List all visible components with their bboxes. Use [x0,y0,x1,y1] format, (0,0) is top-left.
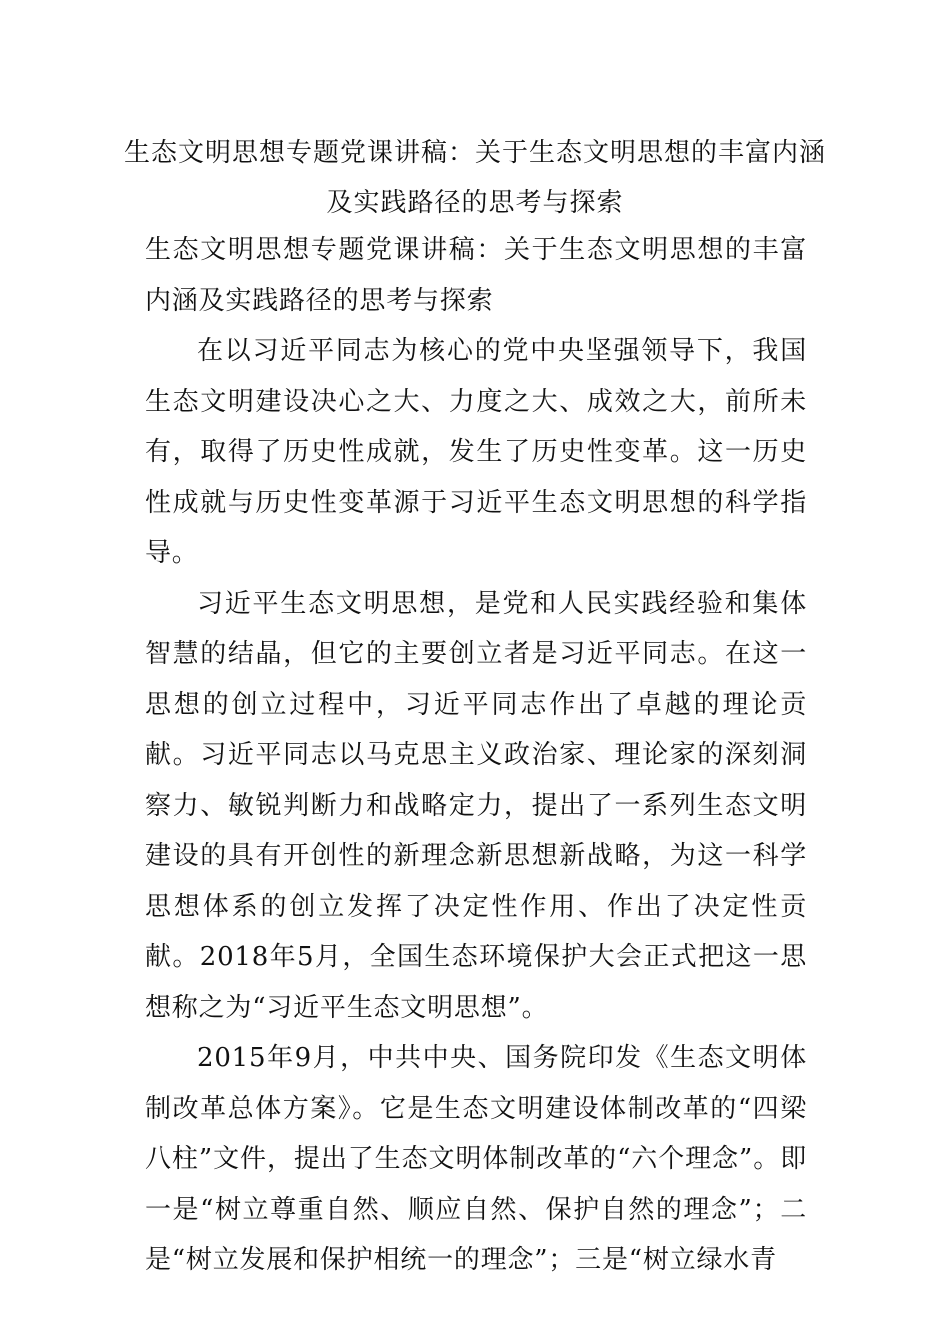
document-title: 生态文明思想专题党课讲稿：关于生态文明思想的丰富内涵及实践路径的思考与探索 [123,138,826,218]
paragraph-2: 习近平生态文明思想，是党和人民实践经验和集体智慧的结晶，但它的主要创立者是习近平同志。在这一思想的创立过程中，习近平同志作出了卓越的理论贡献。习近平同志以马克思主义政治家、理论家的深刻洞察力、敏锐判断力和战略定力，提出了一系列生态文明建设的具有开创性的新理念新思想新战略，为这一科学思想体系的创立发挥了决定性作用、作出了决定性贡献。2018年5月，全国生态环境保护大会正式把这一思想称之为“习近平生态文明思想”。 [145,588,807,1023]
paragraph-3: 2015年9月，中共中央、国务院印发《生态文明体制改革总体方案》。它是生态文明建设体制改革的“四梁八柱”文件，提出了生态文明体制改革的“六个理念”。即一是“树立尊重自然、顺应自然、保护自然的理念”；二是“树立发展和保护相统一的理念”；三是“树立绿水青 [145,1043,807,1275]
subtitle-line: 生态文明思想专题党课讲稿：关于生态文明思想的丰富内涵及实践路径的思考与探索 [145,235,807,316]
document-body [145,225,807,1286]
paragraph-1: 在以习近平同志为核心的党中央坚强领导下，我国生态文明建设决心之大、力度之大、成效之大，前所未有，取得了历史性成就，发生了历史性变革。这一历史性成就与历史性变革源于习近平生态文明思想的科学指导。 [145,336,807,568]
